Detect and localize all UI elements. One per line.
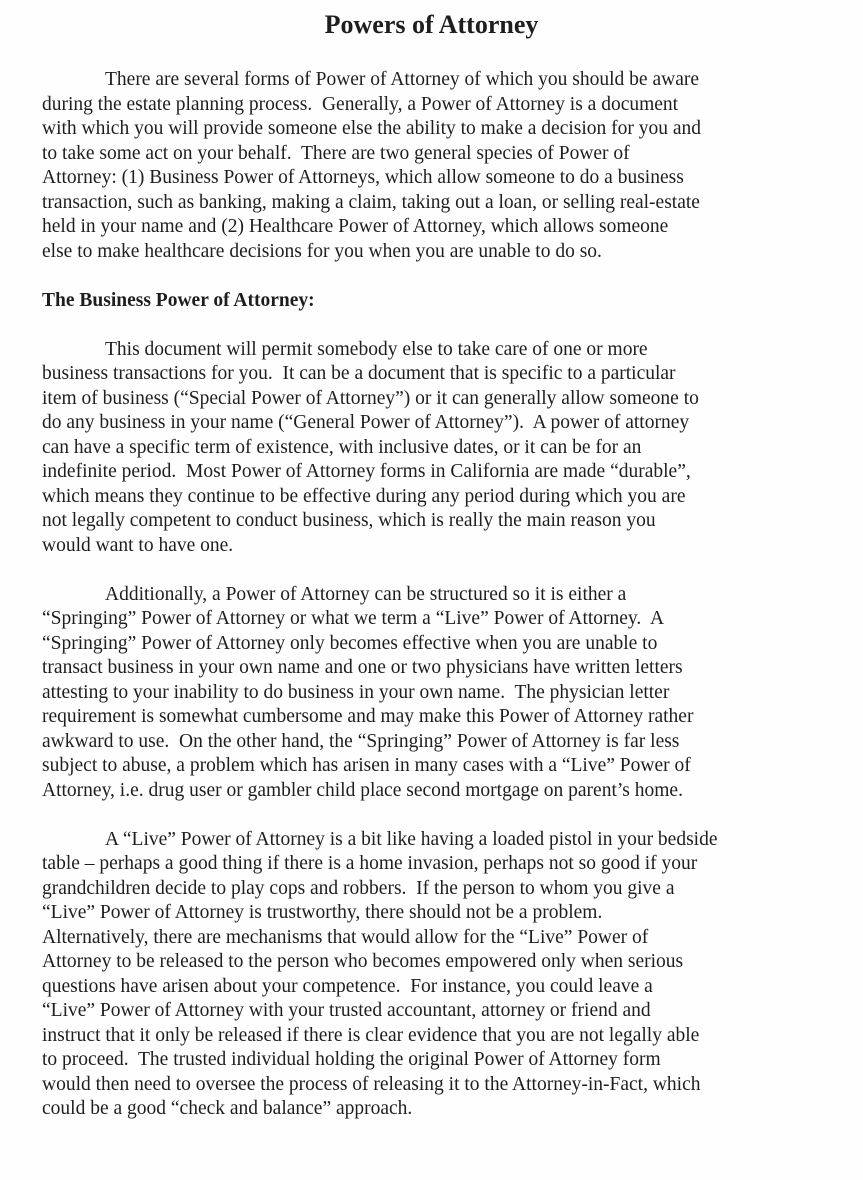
paragraph-intro: [42, 68, 833, 264]
text-line: requirement is somewhat cumbersome and may make this Power of Attorney rather: [42, 706, 694, 727]
paragraph-business-poa: [42, 338, 833, 559]
text-line: “Live” Power of Attorney is trustworthy, there should not be a problem.: [42, 902, 603, 923]
text-line: would then need to oversee the process of releasing it to the Attorney-in-Fact, which: [42, 1073, 701, 1095]
text-line: held in your name and (2) Healthcare Power of Attorney, which allows someone: [42, 216, 669, 237]
text-line: “Live” Power of Attorney with your trusted accountant, attorney or friend and: [42, 1000, 651, 1021]
text-line: business transactions for you. It can be a document that is specific to a particular: [42, 363, 676, 384]
text-line: grandchildren decide to play cops and robbers. If the person to whom you give a: [42, 877, 675, 899]
text-line: during the estate planning process. Generally, a Power of Attorney is a document: [42, 93, 679, 115]
text-line: “Springing” Power of Attorney only becomes effective when you are unable to: [42, 632, 658, 654]
text-line: questions have arisen about your competence. For instance, you could leave a: [42, 975, 653, 997]
text-line: else to make healthcare decisions for you when you are unable to do so.: [42, 240, 602, 262]
text-line: could be a good “check and balance” approach.: [42, 1098, 413, 1119]
paragraph-live-poa-risks: [42, 828, 833, 1122]
text-line: “Springing” Power of Attorney or what we term a “Live” Power of Attorney. A: [42, 608, 665, 629]
text-line: Alternatively, there are mechanisms that would allow for the “Live” Power of: [42, 926, 649, 948]
paragraph-springing-vs-live: [42, 583, 833, 804]
section-heading-business-power-of-attorney: The Business Power of Attorney:: [42, 289, 315, 311]
text-line: to proceed. The trusted individual holding the original Power of Attorney form: [42, 1049, 661, 1070]
text-line: transaction, such as banking, making a claim, taking out a loan, or selling real-estate: [42, 191, 700, 213]
text-line: do any business in your name (“General Power of Attorney”). A power of attorney: [42, 412, 690, 433]
text-line: Attorney to be released to the person who becomes empowered only when serious: [42, 951, 684, 972]
text-line: to take some act on your behalf. There are two general species of Power of: [42, 142, 630, 164]
text-line: A “Live” Power of Attorney is a bit like having a loaded pistol in your bedside: [105, 828, 718, 850]
text-line: indefinite period. Most Power of Attorney forms in California are made “durable”,: [42, 461, 691, 482]
text-line: Additionally, a Power of Attorney can be structured so it is either a: [105, 583, 627, 605]
text-line: which means they continue to be effective during any period during which you are: [42, 485, 686, 507]
text-line: This document will permit somebody else to take care of one or more: [105, 338, 648, 360]
text-line: transact business in your own name and one or two physicians have written letters: [42, 657, 683, 678]
text-line: There are several forms of Power of Attorney of which you should be aware: [105, 69, 700, 90]
text-line: would want to have one.: [42, 534, 234, 556]
text-line: table – perhaps a good thing if there is a home invasion, perhaps not so good if your: [42, 853, 698, 874]
text-line: awkward to use. On the other hand, the “Springing” Power of Attorney is far less: [42, 730, 680, 752]
text-line: Attorney: (1) Business Power of Attorneys, which allow someone to do a business: [42, 167, 684, 188]
text-line: attesting to your inability to do business in your own name. The physician letter: [42, 681, 670, 703]
text-line: subject to abuse, a problem which has arisen in many cases with a “Live” Power of: [42, 755, 691, 776]
text-line: with which you will provide someone else the ability to make a decision for you and: [42, 118, 702, 139]
page-title: Powers of Attorney: [324, 10, 539, 39]
text-line: item of business (“Special Power of Attorney”) or it can generally allow someone to: [42, 387, 699, 409]
text-line: Attorney, i.e. drug user or gambler child place second mortgage on parent’s home.: [42, 779, 683, 801]
text-line: not legally competent to conduct business, which is really the main reason you: [42, 510, 656, 531]
text-line: instruct that it only be released if there is clear evidence that you are not legally able: [42, 1024, 700, 1046]
text-line: can have a specific term of existence, with inclusive dates, or it can be for an: [42, 436, 642, 458]
